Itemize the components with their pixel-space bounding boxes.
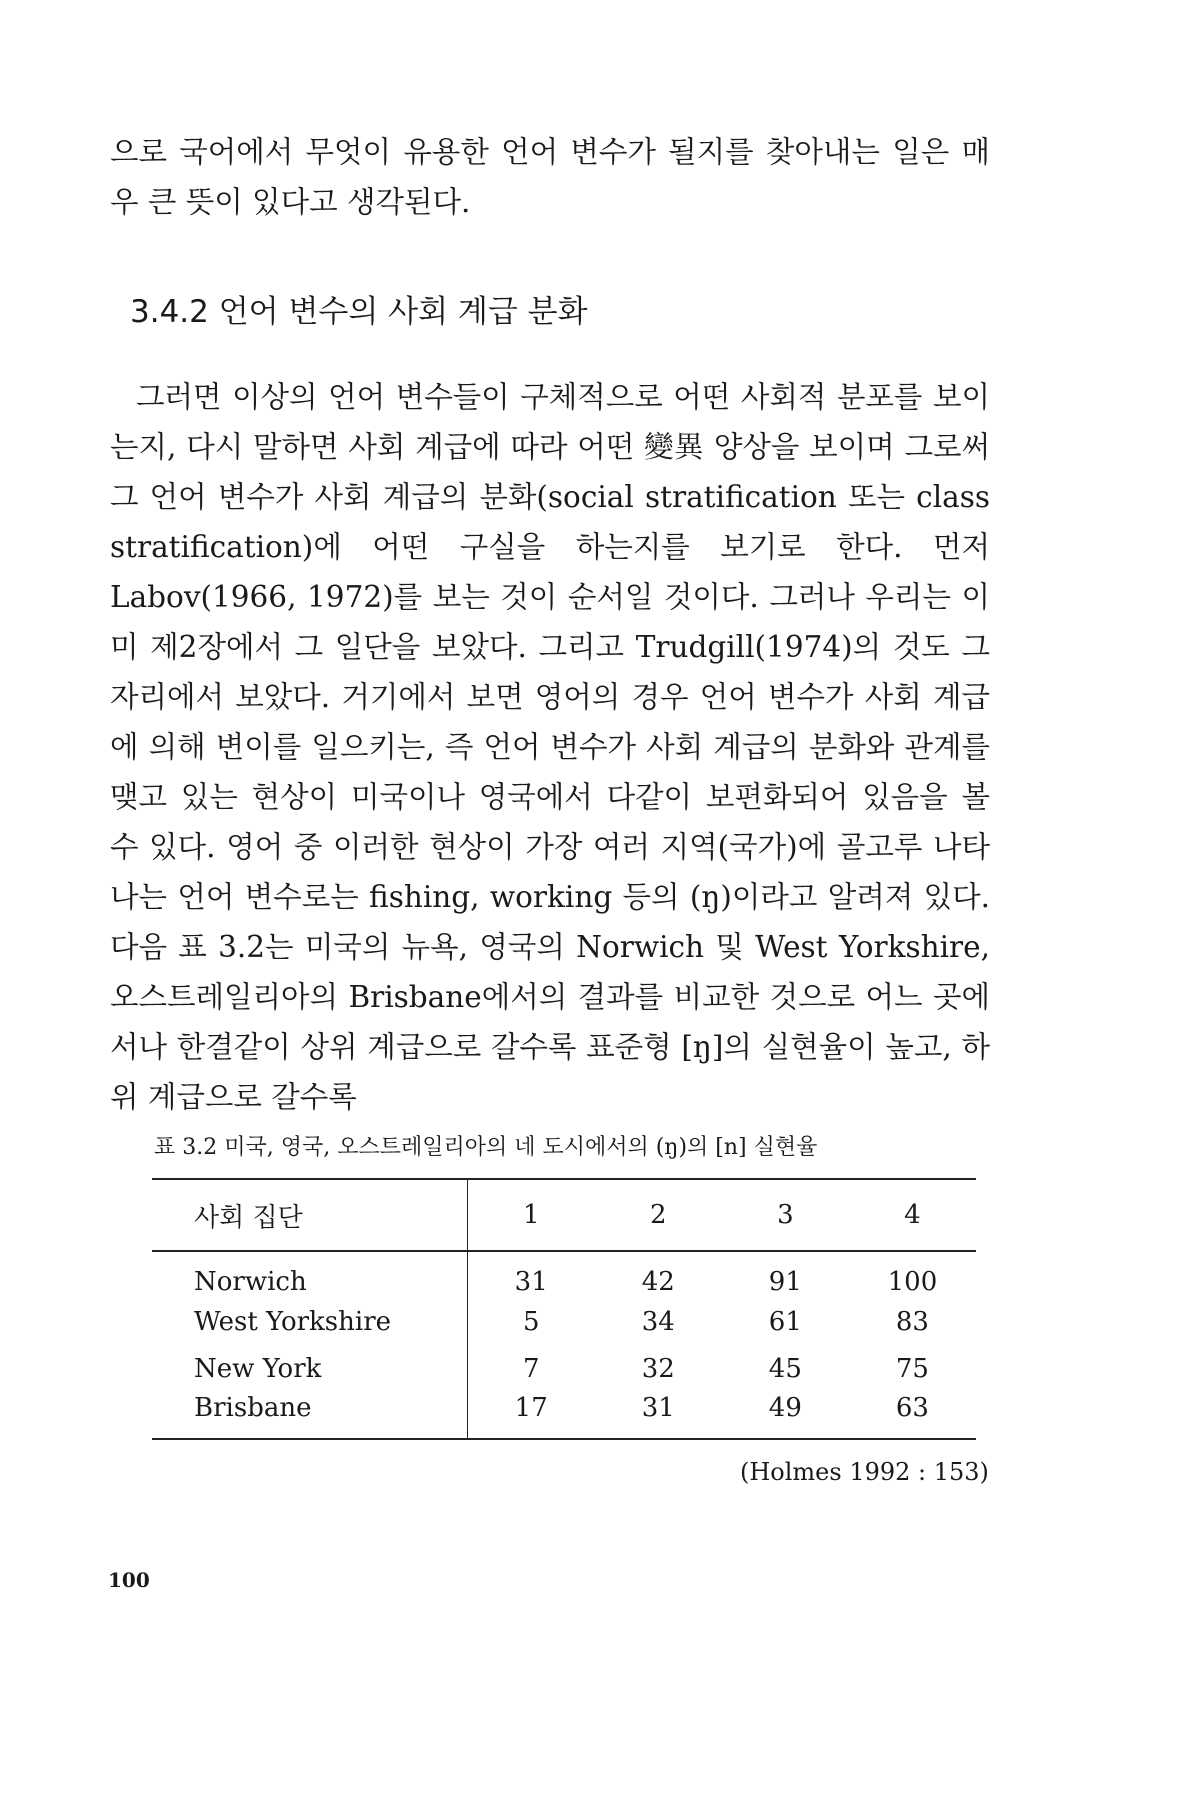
cell-value: 31 [641,1393,675,1423]
cell-value: 45 [768,1353,802,1384]
main-paragraph: 그러면 이상의 언어 변수들이 구체적으로 어떤 사회적 분포를 보이는지, 다시 말하면 사회 계급에 따라 어떤 變異 양상을 보이며 그로써 그 언어 변수가 사회 계급의 분화(social stratification 또는 class stratification)에 어떤 구실을 하는지를 보기로 한다. 먼저 Labov(1966, 1972)를 보는 것이 순서일 것이다. 그러나 우리는 이미 제2장에서 그 일단을 보았다. 그리고 Trudgill(1974)의 것도 그 자리에서 보았다. 거기에서 보면 영어의 경우 언어 변수가 사회 계급에 의해 변이를 일으키는, 즉 언어 변수가 사회 계급의 분화와 관계를 맺고 있는 현상이 미국이나 영국에서 다같이 보편화되어 있음을 볼 수 있다. 영어 중 이러한 현상이 가장 여러 지역(국가)에 골고루 나타나는 언어 변수로는 fishing, working 등의 (ŋ)이라고 알려져 있다. 다음 표 3.2는 미국의 뉴욕, 영국의 Norwich 및 West Yorkshire, 오스트레일리아의 Brisbane에서의 결과를 비교한 것으로 어느 곳에서나 한결같이 상위 계급으로 갈수록 표준형 [ŋ]의 실현율이 높고, 하위 계급으로 갈수록 [110,380,990,1114]
header-social-group: 사회 집단 [152,1179,467,1251]
table-row [152,1392,976,1439]
table-row [152,1251,976,1298]
cell-value: 63 [895,1393,929,1423]
cell-value: 7 [522,1353,540,1384]
cell-value: 34 [641,1306,675,1337]
cell-value: 42 [641,1267,675,1297]
cell-value: 49 [768,1393,802,1423]
row-city: New York [152,1345,467,1392]
header-class-2: 2 [650,1200,667,1230]
row-city: West Yorkshire [152,1298,467,1345]
cell-value: 31 [514,1267,548,1297]
header-class-3: 3 [777,1200,794,1230]
cell-value: 32 [641,1353,675,1384]
cell-value: 83 [895,1306,929,1337]
cell-value: 17 [514,1393,548,1423]
table-row [152,1345,976,1392]
realization-rate-table [152,1178,976,1440]
header-class-1: 1 [522,1200,540,1230]
row-city: Norwich [152,1251,467,1298]
cell-value: 5 [522,1306,540,1337]
cell-value: 75 [895,1353,929,1384]
table-source-citation: (Holmes 1992 : 153) [740,1458,989,1486]
cell-value: 61 [768,1306,802,1337]
table-row [152,1298,976,1345]
table-header-row [152,1179,976,1251]
row-city: Brisbane [152,1392,467,1439]
cell-value: 100 [887,1267,938,1297]
table-caption: 표 3.2 미국, 영국, 오스트레일리아의 네 도시에서의 (ŋ)의 [n] 실현율 [154,1135,818,1160]
intro-paragraph: 으로 국어에서 무엇이 유용한 언어 변수가 될지를 찾아내는 일은 매우 큰 뜻이 있다고 생각된다. [110,135,990,219]
cell-value: 91 [768,1267,802,1297]
section-heading: 3.4.2 언어 변수의 사회 계급 분화 [130,294,588,330]
header-class-4: 4 [904,1200,921,1230]
page-number: 100 [108,1568,150,1592]
